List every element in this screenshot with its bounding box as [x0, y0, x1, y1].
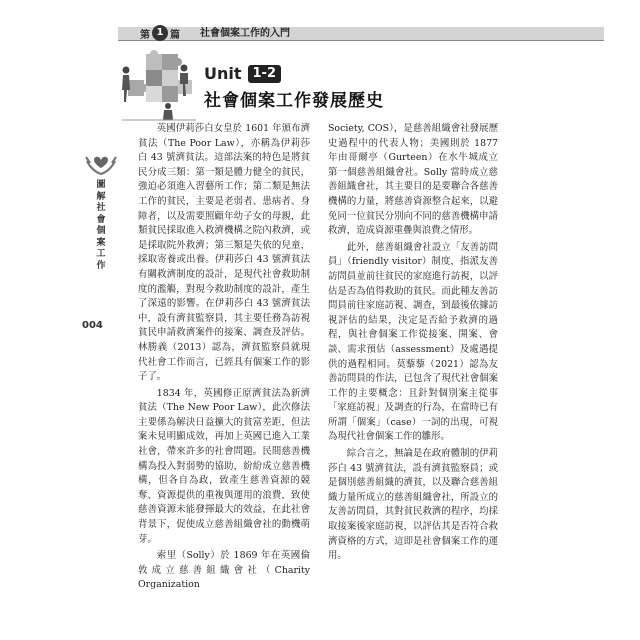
- chapter-title: 社會個案工作的入門: [200, 28, 290, 39]
- paragraph: 英國伊莉莎白女皇於 1601 年頒布濟貧法（The Poor Law），亦稱為伊莉莎白 43 號濟貧法。這部法案的特色是將貧民分成三類：第一類是體力健全的貧民，強迫必須進入習藝所工作；第二類是無法工作的貧民，主要是老弱者、患病者、身障者，以及需要照顧年幼子女的母親，此類貧民採取進入救濟機構之院內救濟，或是採取院外救濟；第三類是失依的兒童，採取寄養或出養。伊莉莎白 43 號濟貧法有關救濟制度的設計，是現代社會救助制度的濫觴，對現今救助制度的設計，產生了深遠的影響。在伊莉莎白 43 號濟貧法中，設有濟貧監察員，其主要任務為訪視貧民申請救濟案件的接案、調查及評估。林勝義（2013）認為，濟貧監察員就現代社會工作而言，已經具有個案工作的影子了。: [138, 123, 310, 383]
- chapter-label: [140, 24, 180, 42]
- unit-heading: [204, 64, 281, 83]
- chapter-number-badge: 1: [152, 25, 168, 41]
- paragraph: 索里（Solly）於 1869 年在英國倫敦成立慈善組織會社（Charity Organization: [138, 550, 310, 591]
- heart-hands-icon: [84, 147, 118, 177]
- header-rule: [118, 40, 604, 41]
- chapter-suffix: 篇: [170, 29, 180, 41]
- book-title-vertical: 圖解社會個案工作: [96, 180, 106, 271]
- left-column: [138, 122, 310, 593]
- unit-word: Unit: [204, 64, 242, 83]
- paragraph: 此外，慈善組織會社設立「友善訪問員」（friendly visitor）制度，指派友善訪問員並前往貧民的家庭進行訪視，以評估是否為值得救助的貧民。而此種友善訪問員前往家庭訪視、調查，到最後依據訪視評估的結果，決定是否給予救濟的過程，與社會個案工作從接案、開案、會談、需求預估（assessment）及處遇提供的過程相同。莫藜藜（2021）認為友善訪問員的作法，已包含了現代社會個案工作的主要概念：且針對個別案主從事「家庭訪視」及調查的行為，在當時已有所謂「個案」（case）一詞的出現，可視為現代社會個案工作的雛形。: [328, 241, 498, 443]
- chapter-prefix: 第: [140, 29, 150, 41]
- puzzle-people-illustration: [118, 50, 198, 122]
- paragraph: Society, COS），是慈善組織會社發展歷史過程中的代表人物；美國則於 1877 年由哥爾亭（Gurteen）在水牛城成立第一個慈善組織會社。Solly 當時成立慈善組織會社，其主要目的是要聯合各慈善機構的力量，將慈善資源整合起來，以避免同一位貧民分別向不同的慈善機構申請救濟，造成資源重疊與浪費之情形。: [328, 123, 498, 237]
- unit-number-badge: 1-2: [248, 65, 282, 83]
- unit-title: 社會個案工作發展歷史: [204, 91, 384, 111]
- page-number: 004: [82, 320, 103, 331]
- header-bar: [118, 27, 604, 41]
- right-column: [328, 122, 498, 564]
- paragraph: 1834 年，英國修正原濟貧法為新濟貧法（The New Poor Law），此次修法主要係為解決日益擴大的貧富差距，但法案未見明顯成效，再加上英國已進入工業社會，帶來許多的社會問題。民間慈善機構為投入對弱勢的協助，紛紛成立慈善機構，但各自為政，致產生慈善資源的競奪、資源提供的重複與運用的浪費，致使慈善資源未能發揮最大的效益，在此社會背景下，促使成立慈善組織會社的動機萌芽。: [138, 387, 310, 545]
- paragraph: 綜合言之，無論是在政府體制的伊莉莎白 43 號濟貧法，設有濟貧監察員；或是個別慈善組織的濟貧，以及聯合慈善組織力量所成立的慈善組織會社，所設立的友善訪問員，其對貧民救濟的程序，均採取接案後家庭訪視，以評估其是否符合救濟資格的方式，這即是社會個案工作的運用。: [328, 448, 498, 562]
